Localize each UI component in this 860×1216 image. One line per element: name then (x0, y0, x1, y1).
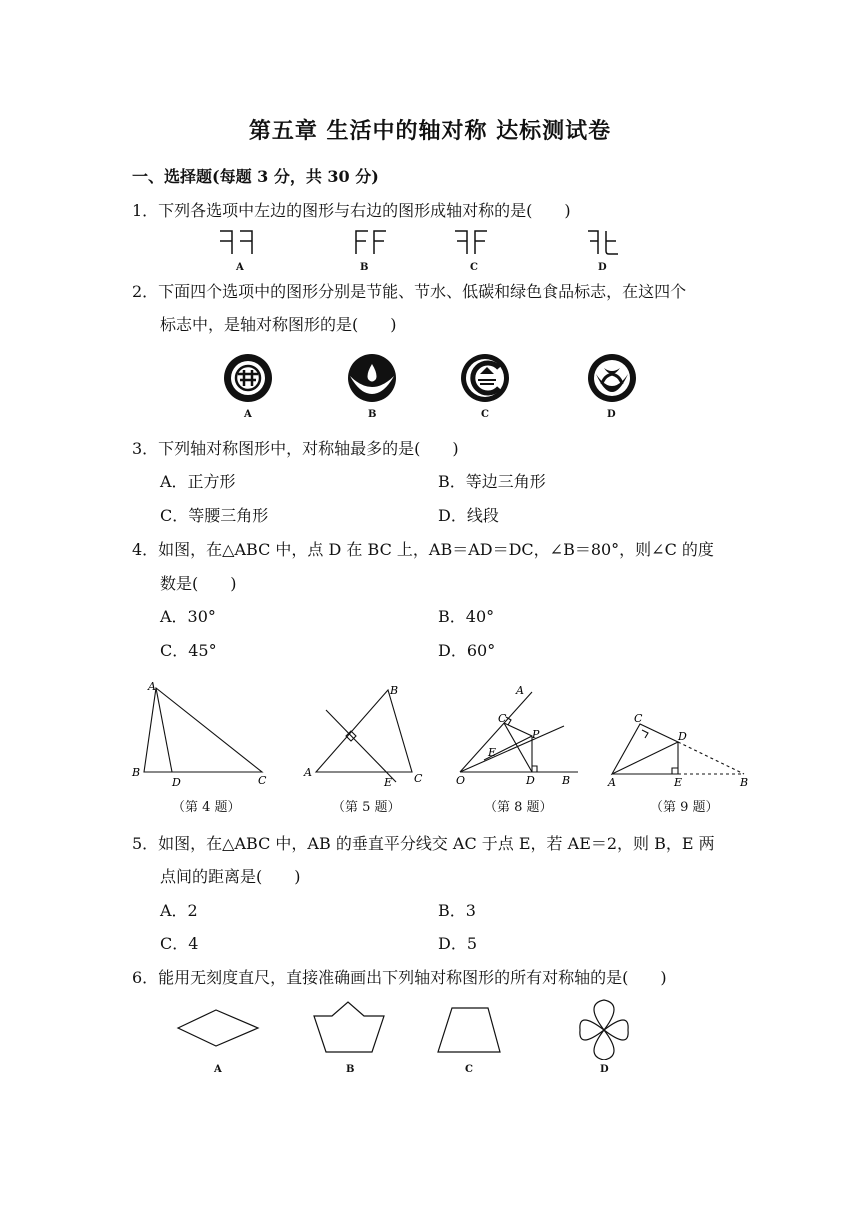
q4-option-c: C．45° (160, 641, 217, 660)
q4-stem-line1: 4．如图，在△ABC 中，点 D 在 BC 上，AB＝AD＝DC，∠B＝80°，则∠C 的度 (132, 540, 714, 559)
q3-option-c: C．等腰三角形 (160, 506, 269, 525)
f9-point-a: A (608, 776, 616, 789)
q6-kite (178, 1010, 258, 1046)
q6-label-d: D (600, 1064, 609, 1075)
geometry-figures (120, 676, 760, 796)
q1-figures (200, 226, 640, 274)
f5-point-b: B (390, 684, 399, 697)
f5-point-e: E (384, 776, 393, 789)
f5-point-a: A (304, 766, 312, 779)
q5-option-d: D．5 (438, 934, 478, 953)
caption-q9: （第 9 题） (650, 800, 719, 815)
q6-shapes (170, 998, 650, 1060)
q1-figure-a (220, 231, 252, 254)
q2-label-a: A (244, 409, 252, 420)
f4-point-a: A (148, 680, 156, 693)
section-heading: 一、选择题(每题 3 分，共 30 分) (132, 167, 379, 186)
q5-option-c: C．4 (160, 934, 199, 953)
q6-stem: 6．能用无刻度直尺，直接准确画出下列轴对称图形的所有对称轴的是( ) (132, 968, 667, 987)
f8-point-a: A (516, 684, 524, 697)
q5-stem-line2: 点间的距离是( ) (160, 867, 301, 886)
q2-stem-line2: 标志中，是轴对称图形的是( ) (160, 315, 397, 334)
f9-point-b: B (740, 776, 749, 789)
figure-q5 (316, 690, 412, 782)
q4-option-d: D．60° (438, 641, 496, 660)
caption-q5: （第 5 题） (332, 800, 401, 815)
q1-stem: 1．下列各选项中左边的图形与右边的图形成轴对称的是( ) (132, 201, 571, 220)
q6-flower (580, 1000, 628, 1060)
f8-point-e: E (488, 746, 497, 759)
q2-label-c: C (481, 409, 489, 420)
q1-label-b: B (360, 262, 369, 273)
f5-point-c: C (414, 772, 423, 785)
figure-q8 (460, 692, 578, 772)
energy-saving-logo (224, 354, 272, 402)
f8-point-c: C (498, 712, 507, 725)
q2-label-b: B (368, 409, 377, 420)
q6-label-c: C (465, 1064, 473, 1075)
f4-point-b: B (132, 766, 141, 779)
q4-option-a: A．30° (160, 607, 216, 626)
q3-stem: 3．下列轴对称图形中，对称轴最多的是( ) (132, 439, 459, 458)
q5-stem-line1: 5．如图，在△ABC 中，AB 的垂直平分线交 AC 于点 E，若 AE＝2，则 B，E 两 (132, 834, 715, 853)
q1-figure-b (356, 231, 386, 254)
low-carbon-logo (461, 354, 509, 402)
page-title: 第五章 生活中的轴对称 达标测试卷 (248, 119, 612, 144)
q1-label-c: C (470, 262, 478, 273)
q6-label-b: B (346, 1064, 355, 1075)
caption-q8: （第 8 题） (484, 800, 553, 815)
q1-label-a: A (236, 262, 244, 273)
q6-crown (314, 1002, 384, 1052)
f8-point-o: O (456, 774, 466, 787)
f9-point-c: C (634, 712, 643, 725)
q6-trapezoid (438, 1008, 500, 1052)
q1-figure-c (455, 231, 487, 254)
q3-option-b: B．等边三角形 (438, 472, 546, 491)
f9-point-e: E (674, 776, 683, 789)
f4-point-c: C (258, 774, 267, 787)
q4-option-b: B．40° (438, 607, 495, 626)
f8-point-b: B (562, 774, 571, 787)
q4-stem-line2: 数是( ) (160, 574, 237, 593)
q3-option-a: A．正方形 (160, 472, 236, 491)
figure-q4 (144, 688, 262, 772)
q6-label-a: A (214, 1064, 222, 1075)
q5-option-a: A．2 (160, 901, 198, 920)
water-saving-logo (348, 354, 396, 402)
q1-label-d: D (598, 262, 607, 273)
q2-logos (200, 352, 680, 404)
q2-stem-line1: 2．下面四个选项中的图形分别是节能、节水、低碳和绿色食品标志，在这四个 (132, 282, 687, 301)
q2-label-d: D (607, 409, 616, 420)
f8-point-p: P (532, 728, 540, 741)
caption-q4: （第 4 题） (172, 800, 241, 815)
q3-option-d: D．线段 (438, 506, 499, 525)
f9-point-d: D (678, 730, 687, 743)
f4-point-d: D (172, 776, 181, 789)
green-food-logo (588, 354, 636, 402)
f8-point-d: D (526, 774, 535, 787)
q1-figure-d (588, 231, 618, 254)
q5-option-b: B．3 (438, 901, 476, 920)
